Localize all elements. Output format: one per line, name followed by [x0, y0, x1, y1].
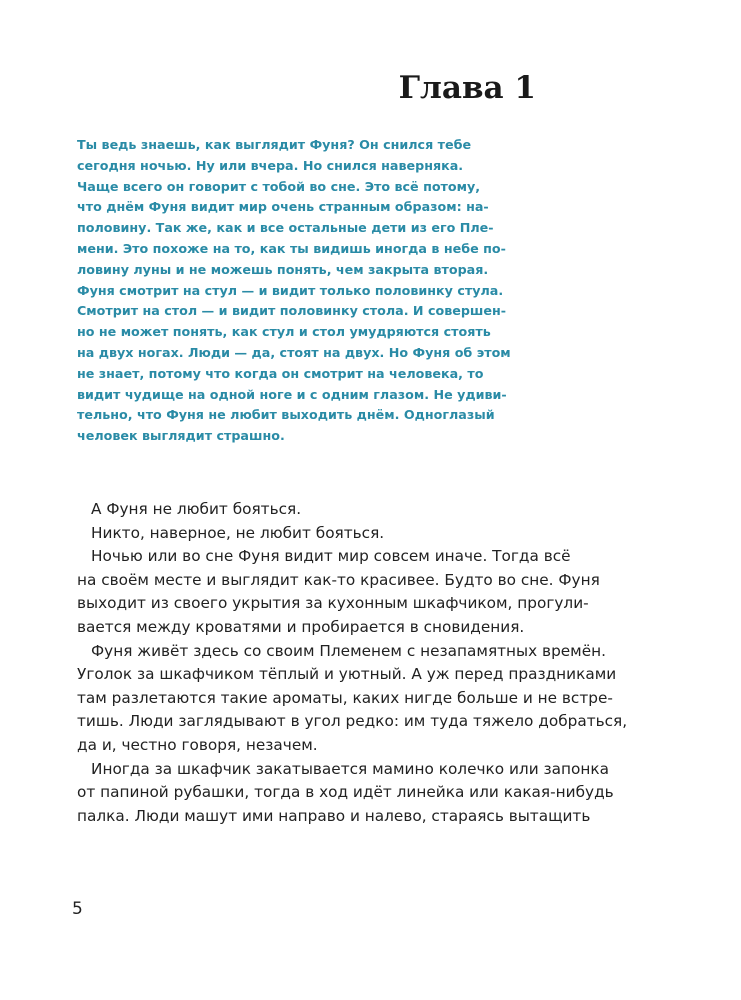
body-line: вается между кроватями и пробирается в сновидения. [77, 617, 525, 636]
body-line: Иногда за шкафчик закатывается мамино колечко или запонка [91, 759, 609, 778]
body-line: там разлетаются такие ароматы, каких нигде больше и не встре- [77, 688, 613, 707]
intro-line: человек выглядит страшно. [77, 428, 285, 444]
intro-line: но не может понять, как стул и стол умудряются стоять [77, 324, 491, 340]
intro-line: видит чудище на одной ноге и с одним глазом. Не удиви- [77, 386, 507, 402]
body-line: выходит из своего укрытия за кухонным шкафчиком, прогули- [77, 594, 589, 613]
body-line: палка. Люди машут ими направо и налево, стараясь вытащить [77, 806, 591, 825]
intro-line: не знает, потому что когда он смотрит на человека, то [77, 365, 484, 381]
intro-line: Ты ведь знаешь, как выглядит Фуня? Он снился тебе [77, 137, 472, 152]
intro-line: сегодня ночью. Ну или вчера. Но снился наверняка. [77, 157, 464, 173]
body-line: А Фуня не любит бояться. [91, 500, 302, 518]
intro-line: что днём Фуня видит мир очень странным образом: на- [77, 199, 489, 215]
body-line: да и, честно говоря, незачем. [77, 735, 318, 754]
intro-line: Чаще всего он говорит с тобой во сне. Это всё потому, [77, 178, 481, 194]
intro-line: мени. Это похоже на то, как ты видишь иногда в небе по- [77, 240, 506, 256]
intro-line: Смотрит на стол — и видит половинку стола. И совершен- [77, 303, 507, 319]
body-line: Ночью или во сне Фуня видит мир совсем иначе. Тогда всё [91, 547, 571, 566]
intro-line: тельно, что Фуня не любит выходить днём. Одноглазый [77, 407, 495, 423]
body-line: Фуня живёт здесь со своим Племенем с незапамятных времён. [91, 641, 607, 660]
body-line: Никто, наверное, не любит бояться. [91, 523, 385, 542]
body-line: Уголок за шкафчиком тёплый и уютный. А уж перед праздниками [77, 665, 617, 684]
chapter-body [77, 498, 628, 828]
intro-line: ловину луны и не можешь понять, чем закрыта вторая. [77, 261, 489, 277]
chapter-title: Глава 1 [398, 70, 536, 106]
body-line: тишь. Люди заглядывают в угол редко: им туда тяжело добраться, [77, 712, 628, 731]
intro-line: половину. Так же, как и все остальные дети из его Пле- [77, 220, 494, 236]
chapter-intro [77, 135, 511, 447]
page-number: 5 [72, 899, 83, 919]
body-line: от папиной рубашки, тогда в ход идёт линейка или какая-нибудь [77, 783, 614, 802]
intro-line: на двух ногах. Люди — да, стоят на двух. Но Фуня об этом [77, 344, 511, 360]
intro-line: Фуня смотрит на стул — и видит только половинку стула. [77, 282, 504, 298]
body-line: на своём месте и выглядит как-то красивее. Будто во сне. Фуня [77, 570, 600, 589]
